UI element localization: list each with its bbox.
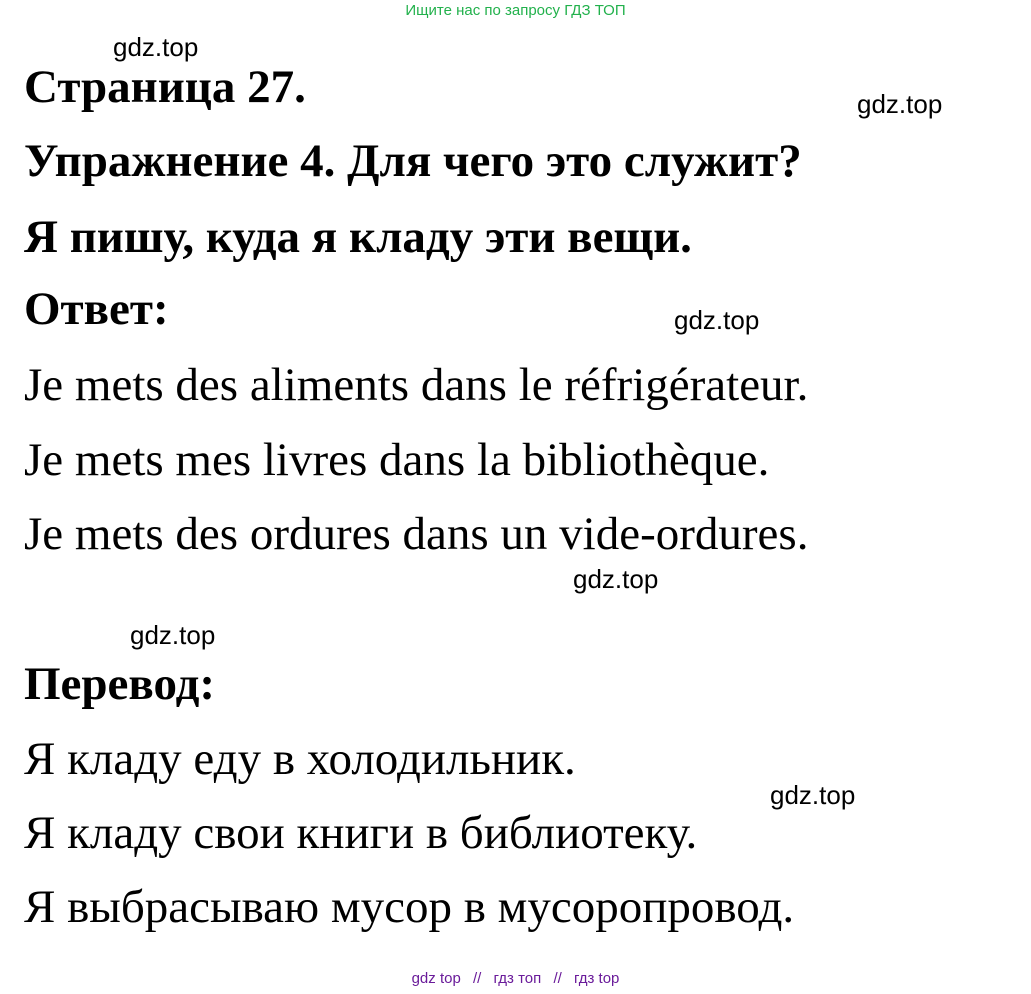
answer-line: Je mets mes livres dans la bibliothèque. (24, 434, 770, 486)
translation-line: Я кладу свои книги в библиотеку. (24, 807, 698, 859)
footer-link-gdz-top-mixed[interactable]: гдз top (573, 970, 620, 987)
watermark: gdz.top (674, 305, 760, 335)
watermark: gdz.top (573, 564, 659, 594)
watermark: gdz.top (130, 620, 216, 650)
footer-link-gdz-top-ru[interactable]: гдз топ (493, 970, 542, 987)
answer-label: Ответ: (24, 283, 169, 335)
footer-link-gdz-top[interactable]: gdz top (411, 970, 461, 987)
footer-separator: // (472, 970, 482, 987)
translation-line: Я кладу еду в холодильник. (24, 733, 576, 785)
watermark: gdz.top (113, 32, 199, 62)
answer-line: Je mets des aliments dans le réfrigérateur. (24, 359, 809, 411)
translation-line: Я выбрасываю мусор в мусоропровод. (24, 881, 795, 933)
watermark: gdz.top (857, 89, 943, 119)
footer-links (0, 970, 1031, 987)
exercise-title: Упражнение 4. Для чего это служит? (24, 135, 802, 187)
answer-line: Je mets des ordures dans un vide-ordures. (24, 508, 809, 560)
page-title: Страница 27. (24, 61, 306, 113)
watermark: gdz.top (770, 780, 856, 810)
top-banner[interactable]: Ищите нас по запросу ГДЗ ТОП (405, 2, 626, 19)
exercise-task: Я пишу, куда я кладу эти вещи. (24, 211, 692, 263)
translation-label: Перевод: (24, 658, 216, 710)
footer-separator: // (553, 970, 562, 987)
